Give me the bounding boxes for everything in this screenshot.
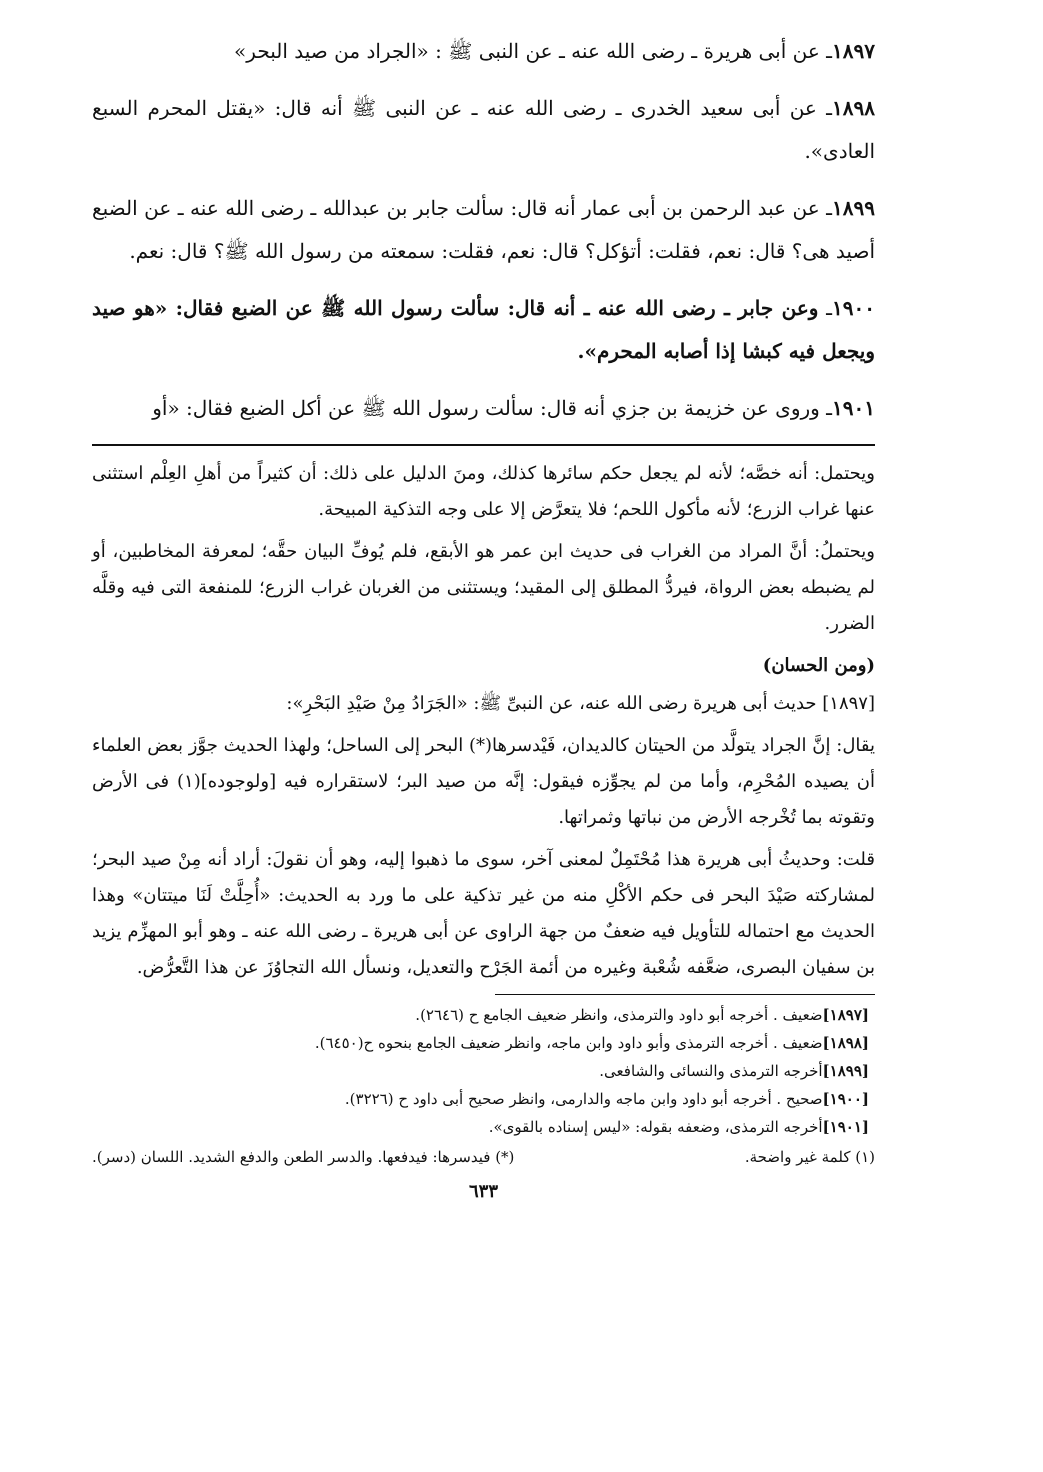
section-heading: (ومن الحسان) [762, 655, 875, 676]
footnote-number: [١٨٩٧] [822, 1006, 869, 1024]
hadith-text: وعن جابر ـ رضى الله عنه ـ أنه قال: سألت رسول الله ﷺ عن الضبع فقال: «هو صيد ويجعل فيه كبشا إذا أصابه المحرم». [92, 296, 875, 363]
hadith-1901: ١٩٠١ـ وروى عن خزيمة بن جزي أنه قال: سألت رسول الله ﷺ عن أكل الضبع فقال: «أو [152, 396, 875, 420]
footnote-1900 [92, 1085, 875, 1113]
note-definition: (*) فيدسرها: فيدفعها. والدسر الطعن والدفع الشديد. اللسان (دسر). [92, 1148, 515, 1166]
hadith-number: ١٨٩٧ [832, 39, 875, 63]
hadith-number: ١٨٩٩ [832, 196, 876, 220]
hadith-number: ١٩٠١ [832, 396, 875, 420]
hadith-1897: ١٨٩٧ـ عن أبى هريرة ـ رضى الله عنه ـ عن النبى ﷺ : «الجراد من صيد البحر» [234, 39, 875, 63]
footnote-1897 [92, 1001, 875, 1029]
editor-notes [92, 1143, 875, 1171]
commentary-paragraph-1: ويحتمل: أنه خصَّه؛ لأنه لم يجعل حكم سائرها كذلك، ومنَ الدليل على ذلك: أن كثيراً من أهلِ العِلْم استثنى عنها غراب الزرع؛ لأنه مأكول اللحم؛ فلا يتعرَّض إلا على وجه التذكية المبيحة. [92, 463, 875, 520]
footnote-text: صحيح . أخرجه أبو داود وابن ماجه والدارمى، وانظر صحيح أبى داود ح (٣٢٢٦). [344, 1090, 823, 1108]
commentary-paragraph-3: [١٨٩٧] حديث أبى هريرة رضى الله عنه، عن النبىِّ ﷺ: «الجَرَادُ مِنْ صَيْدِ البَحْرِ»: [286, 693, 875, 714]
footnote-1898 [92, 1029, 875, 1057]
hadith-text: عن أبى هريرة ـ رضى الله عنه ـ عن النبى ﷺ : «الجراد من صيد البحر» [234, 39, 820, 63]
footnote-1899 [92, 1057, 875, 1085]
commentary-paragraph-4: يقال: إنَّ الجراد يتولَّد من الحيتان كالديدان، فَيْدسرها(*) البحر إلى الساحل؛ ولهذا الحديث جوَّز بعض العلماء أن يصيده المُحْرِم، وأما من لم يجوِّزه فيقول: إنَّه من صيد البر؛ لاستقراره فيه [ولوجوده](١) فى الأرض وتقوته بما تُخْرجه الأرض من نباتها وثمراتها. [92, 735, 875, 828]
hadith-text: عن أبى سعيد الخدرى ـ رضى الله عنه ـ عن النبى ﷺ أنه قال: «يقتل المحرم السبع العادى». [92, 96, 875, 163]
footnote-text: أخرجه الترمذى والنسائى والشافعى. [599, 1062, 823, 1080]
footnote-1901 [92, 1113, 875, 1141]
commentary-paragraph-2: ويحتملُ: أنَّ المراد من الغراب فى حديث ابن عمر هو الأبقع، فلم يُوفِّ البيان حقَّه؛ لمعرفة المخاطبين، أو لم يضبطه بعض الرواة، فيردُّ المطلق إلى المقيد؛ ويستثنى من الغربان غراب الزرع؛ للمنفعة التى فيه وقلَّه الضرر. [92, 541, 875, 634]
footnote-text: ضعيف . أخرجه أبو داود والترمذى، وانظر ضعيف الجامع ح (٢٦٤٦). [415, 1006, 823, 1024]
hadith-1900: ١٩٠٠ـ وعن جابر ـ رضى الله عنه ـ أنه قال: سألت رسول الله ﷺ عن الضبع فقال: «هو صيد ويجعل فيه كبشا إذا أصابه المحرم». [92, 296, 875, 363]
page-number: ٦٣٣ [468, 1181, 498, 1202]
footnote-text: ضعيف . أخرجه الترمذى وأبو داود وابن ماجه، وانظر ضعيف الجامع بنحوه ح(٦٤٥٠). [314, 1034, 823, 1052]
hadith-section [92, 30, 875, 430]
commentary-section [92, 456, 875, 986]
footnote-text: أخرجه الترمذى، وضعفه بقوله: «ليس إسناده بالقوى». [488, 1118, 823, 1136]
hadith-number: ١٩٠٠ [832, 296, 875, 320]
footnotes [92, 1001, 875, 1141]
footnote-number: [١٨٩٨] [822, 1034, 869, 1052]
hadith-text: وروى عن خزيمة بن جزي أنه قال: سألت رسول الله ﷺ عن أكل الضبع فقال: «أو [152, 396, 820, 420]
commentary-paragraph-5: قلت: وحديثُ أبى هريرة هذا مُحْتَمِلٌ لمعنى آخر، سوى ما ذهبوا إليه، وهو أن نقولَ: أراد أنه مِنْ صيد البحر؛ لمشاركته صَيْدَ البحر فى حكم الأكْلِ منه من غير تذكية على ما ورد به الحديث: «أُحِلَّتْ لَنَا ميتتان» وهذا الحديث مع احتماله للتأويل فيه ضعفٌ من جهة الراوى عن أبى هريرة ـ رضى الله عنه ـ وهو أبو المهزِّم يزيد بن سفيان البصرى، ضعَّفه شُعْبة وغيره من أئمة الجَرْح والتعديل، ونسأل الله التجاوُزَ عن هذا التَّعرُّض. [92, 849, 875, 978]
note-unclear-word: (١) كلمة غير واضحة. [744, 1148, 875, 1166]
section-divider [92, 444, 875, 446]
footnote-divider [495, 994, 875, 995]
hadith-1898: ١٨٩٨ـ عن أبى سعيد الخدرى ـ رضى الله عنه ـ عن النبى ﷺ أنه قال: «يقتل المحرم السبع العادى». [92, 96, 875, 163]
footnote-number: [١٨٩٩] [822, 1062, 869, 1080]
footnote-number: [١٩٠٠] [822, 1090, 869, 1108]
hadith-1899: ١٨٩٩ـ عن عبد الرحمن بن أبى عمار أنه قال: سألت جابر بن عبدالله ـ رضى الله عنه ـ عن الضبع أصيد هى؟ قال: نعم، فقلت: أتؤكل؟ قال: نعم، فقلت: سمعته من رسول الله ﷺ؟ قال: نعم. [92, 196, 876, 263]
footnote-number: [١٩٠١] [822, 1118, 869, 1136]
hadith-text: عن عبد الرحمن بن أبى عمار أنه قال: سألت جابر بن عبدالله ـ رضى الله عنه ـ عن الضبع أصيد هى؟ قال: نعم، فقلت: أتؤكل؟ قال: نعم، فقلت: سمعته من رسول الله ﷺ؟ قال: نعم. [92, 196, 875, 263]
hadith-number: ١٨٩٨ [832, 96, 875, 120]
